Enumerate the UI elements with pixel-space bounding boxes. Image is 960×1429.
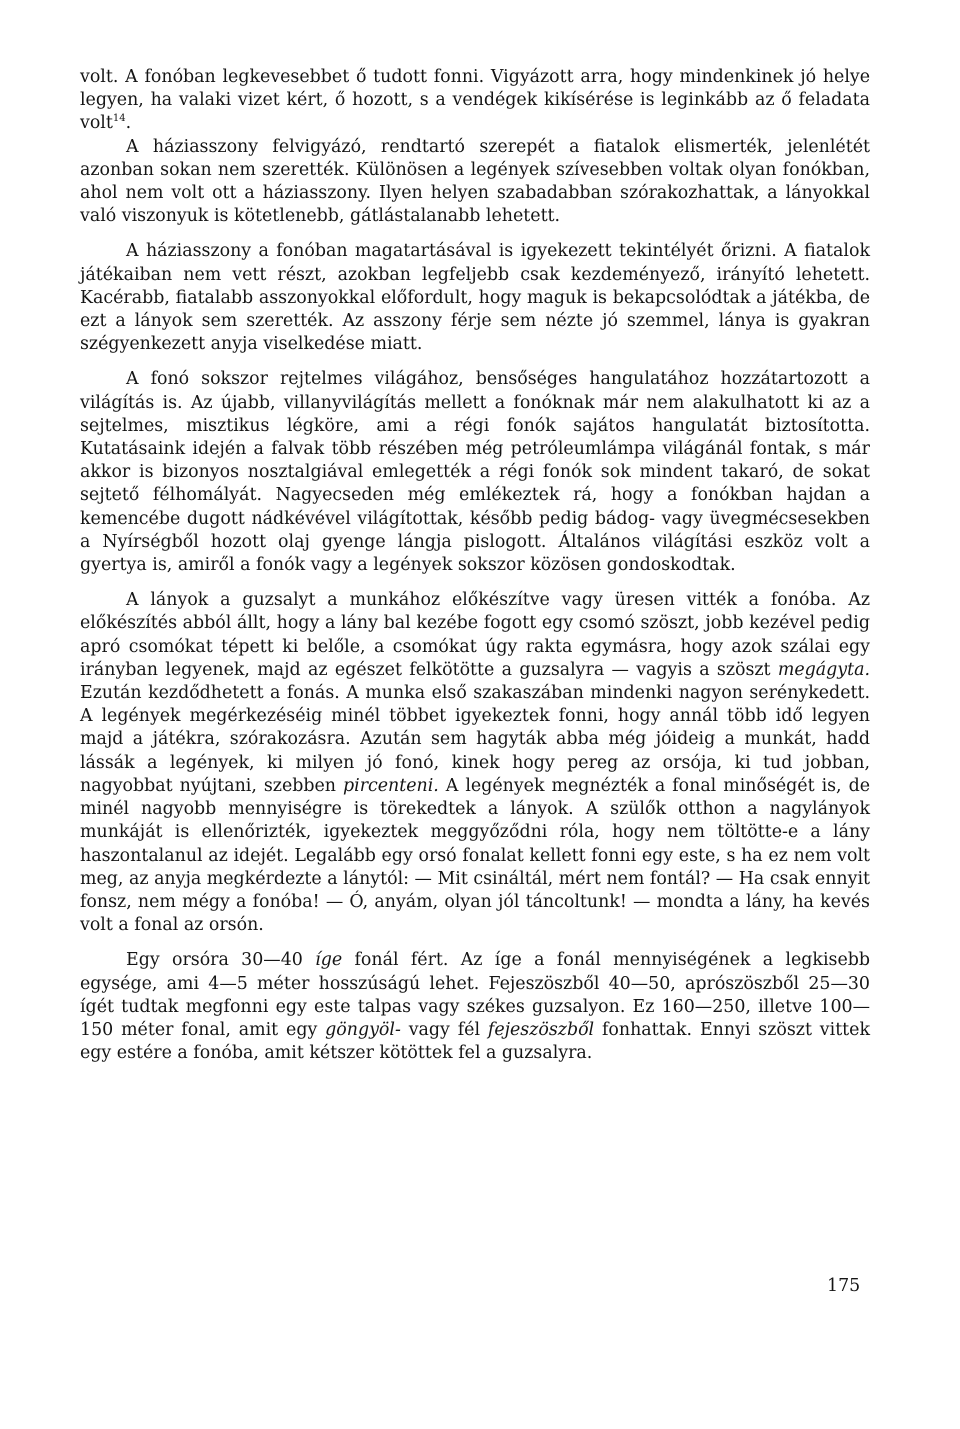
text-run: Ezután kezdődhetett a fonás. A munka első szakaszában mindenki nagyon serénykedett. A legények megérkezéséig minél többet igyekeztek fonni, hogy annál több idő legyen majd a játékra, szórakozásra. Azután sem hagyták abba még jóideig a munkát, hadd lássák a legények, ki milyen jó fonó, kinek hogy pereg az orsója, ki tud jobban, nagyobbat nyújtani, szebben xyxy=(80,683,870,796)
paragraph-1 xyxy=(80,66,870,136)
text-run: A háziasszony a fonóban magatartásával is igyekezett tekintélyét őrizni. A fiatalok játékaiban nem vett részt, azokban legfeljebb csak kezdeményező, irányító lehetett. Kacérabb, fiatalabb asszonyokkal előfordult, hogy maguk is bekapcsolódtak a játékba, de ezt a lányok sem szerették. Az asszony férje sem nézte jó szemmel, lánya is gyakran szégyenkezett anyja viselkedése miatt. xyxy=(80,241,870,355)
italic-term: íge xyxy=(315,950,343,971)
text-run: Egy orsóra 30—40 xyxy=(126,950,316,971)
text-run: volt. A fonóban legkevesebbet ő tudott fonni. Vigyázott arra, hogy mindenkinek jó helye legyen, ha valaki vizet kért, ő hozott, s a vendégek kikísérése is leginkább az ő feladata volt xyxy=(80,67,870,134)
paragraph-5 xyxy=(80,589,870,937)
footnote-reference: 14 xyxy=(112,113,126,125)
paragraph-2 xyxy=(80,136,870,229)
text-run: . xyxy=(125,113,132,134)
italic-term: pircenteni. xyxy=(343,775,439,796)
page-number: 175 xyxy=(827,1276,861,1296)
paragraph-6 xyxy=(80,949,870,1065)
text-run: fonál fért. Az íge a fonál mennyiségének a legkisebb egysége, ami 4—5 méter hosszúságú lehet. Fejeszöszből 40—50, aprószöszből 25—30 ígét tudtak megfonni egy este talpas vagy székes guzsalyon. Ez 160—250, illetve 100—150 méter fonal, amit egy xyxy=(80,950,870,1040)
paragraph-4 xyxy=(80,368,870,577)
text-run: A háziasszony felvigyázó, rendtartó szerepét a fiatalok elismerték, jelenlétét azonban sokan nem szerették. Különösen a legények szívesebben voltak olyan fonókban, ahol nem volt ott a háziasszony. Ilyen helyen szabadabban szórakozhattak, a lányokkal való viszonyuk is kötetlenebb, gátlástalanabb lehetett. xyxy=(80,136,870,227)
italic-term: göngyöl- xyxy=(325,1019,401,1040)
text-run: fonhattak. Ennyi szöszt vittek egy estére a fonóba, amit kétszer kötöttek fel a guzsalyra. xyxy=(80,1019,871,1064)
paragraph-3 xyxy=(80,240,870,356)
italic-term: megágyta. xyxy=(777,659,870,680)
text-run: A legények megnézték a fonal minőségét is, de minél nagyobb mennyiségre is törekedtek a lányok. A szülők otthon a nagylányok munkáját is ellenőrizték, igyekeztek meggyőződni róla, hogy nem töltötte-e a lány haszontalanul az idejét. Legalább egy orsó fonalat kellett fonni egy este, s ha ez nem volt meg, az anyja megkérdezte a lánytól: — Mit csináltál, mért nem fontál? — Ha csak ennyit fonsz, nem mégy a fonóba! — Ó, anyám, olyan jól táncoltunk! — mondta a lány, ha kevés volt a fonal az orsón. xyxy=(80,775,871,936)
italic-term: fejeszöszből xyxy=(487,1019,595,1040)
text-run: A fonó sokszor rejtelmes világához, bensőséges hangulatához hozzátartozott a világítás is. Az újabb, villanyvilágítás mellett a fonóknak már nem alakulhatott ki az a sejtelmes, misztikus légköre, ami a régi fonók sajátos hangulatát biztosította. Kutatásaink idején a falvak több részében még petróleumlámpa világánál fontak, s már akkor is bizonyos nosztalgiával emlegették a régi fonók sok mindent takaró, de sokat sejtető félhomályát. Nagyecseden még emlékeztek rá, hogy a fonókban hajdan a kemencébe dugott nádkévével világítottak, később pedig bádog- vagy üvegmécsesekben a Nyírségből hozott olaj gyenge lángja pislogott. Általános világítási eszköz volt a gyertya is, amiről a fonók vagy a legények sokszor közösen gondoskodtak. xyxy=(80,369,870,576)
body-text xyxy=(80,66,870,1065)
text-run: vagy fél xyxy=(400,1019,488,1040)
text-run: A lányok a guzsalyt a munkához előkészítve vagy üresen vitték a fonóba. Az előkészítés abból állt, hogy a lány bal kezébe fogott egy csomó szöszt, jobb kezével pedig apró csomókat tépett ki belőle, a csomókat úgy rakta egymásra, hogy azok szálai egy irányban legyenek, majd az egészet felkötötte a guzsalyra — vagyis a szöszt xyxy=(80,590,870,680)
